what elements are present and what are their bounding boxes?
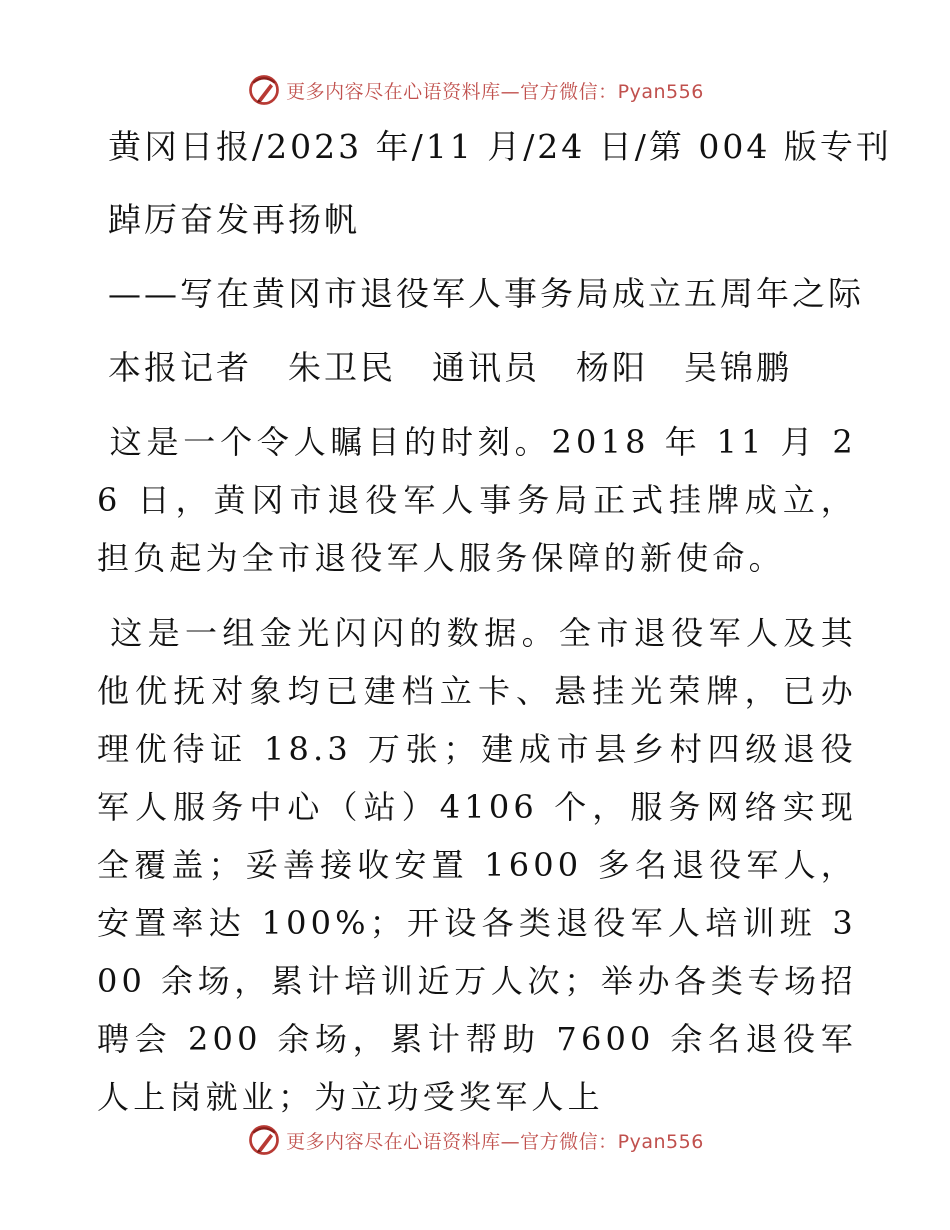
byline: 本报记者 朱卫民 通讯员 杨阳 吴锦鹏 [108,348,792,387]
body-paragraph-1: 这是一个令人瞩目的时刻。2018 年 11 月 26 日，黄冈市退役军人事务局正式挂牌成立，担负起为全市退役军人服务保障的新使命。 [97,423,857,577]
watermark-banner-top [0,68,950,112]
pen-logo-icon [246,1122,282,1158]
body-paragraph-2: 这是一组金光闪闪的数据。全市退役军人及其他优抚对象均已建档立卡、悬挂光荣牌，已办理优待证 18.3 万张；建成市县乡村四级退役军人服务中心（站）4106 个，服务网络实现全覆盖；妥善接收安置 1600 多名退役军人，安置率达 100%；开设各类退役军人培训班 300 余场，累计培训近万人次；举办各类专场招聘会 200 余场，累计帮助 7600 余名退役军人上岗就业；为立功受奖军人上 [97,614,857,1116]
pen-logo-icon [246,72,282,108]
watermark-text: 更多内容尽在心语资料库—官方微信：Pyan556 [286,1130,704,1153]
headline: 踔厉奋发再扬帆 [108,200,360,239]
watermark-text: 更多内容尽在心语资料库—官方微信：Pyan556 [286,80,704,103]
source-line: 黄冈日报/2023 年/11 月/24 日/第 004 版专刊 [108,127,892,166]
subheadline: ——写在黄冈市退役军人事务局成立五周年之际 [108,274,864,313]
watermark-banner-bottom [0,1118,950,1162]
